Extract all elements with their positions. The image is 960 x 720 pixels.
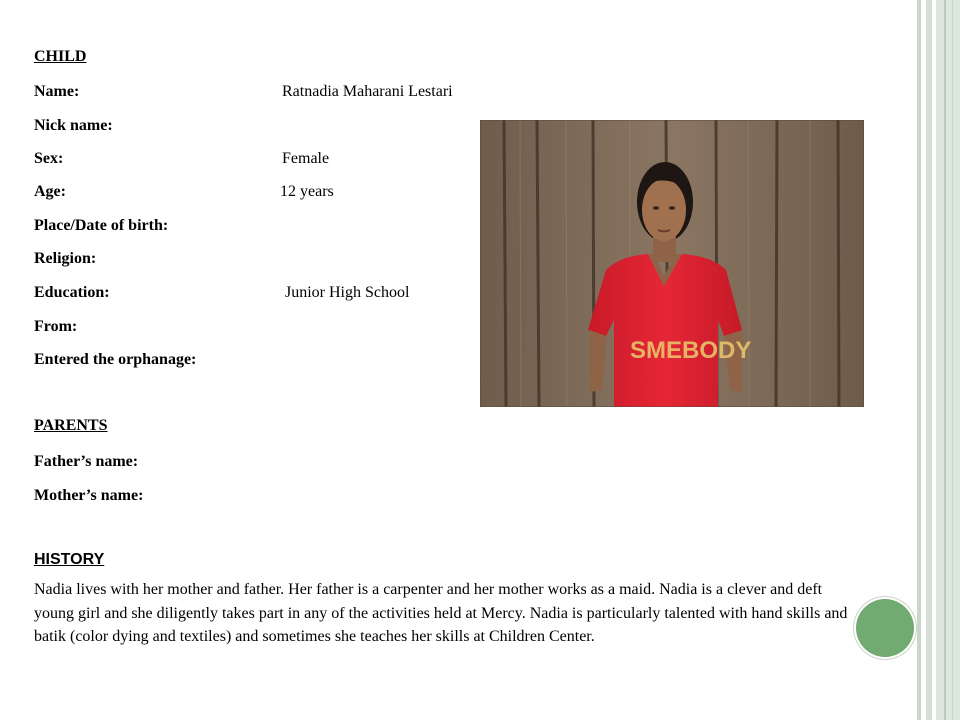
field-label: Mother’s name: (34, 487, 144, 504)
frame-band (926, 0, 932, 720)
field-value: Junior High School (285, 284, 410, 301)
frame-line (952, 0, 953, 720)
section-header-parents: PARENTS (34, 417, 108, 434)
field-row-entered (34, 350, 196, 370)
field-label: Age: (34, 183, 66, 200)
field-value: 12 years (280, 183, 334, 200)
field-label: Place/Date of birth: (34, 217, 169, 234)
frame-band (936, 0, 960, 720)
field-row-education (34, 283, 410, 303)
field-row-age (34, 182, 334, 202)
frame-border (917, 0, 921, 720)
field-row-father (34, 452, 138, 472)
decorative-circle-icon (856, 599, 914, 657)
field-row-name (34, 82, 453, 102)
section-header-history: HISTORY (34, 551, 105, 568)
field-label: From: (34, 318, 78, 335)
field-label: Nick name: (34, 117, 113, 134)
field-label: Religion: (34, 250, 97, 267)
field-label: Name: (34, 83, 80, 100)
field-value: Ratnadia Maharani Lestari (282, 83, 453, 100)
child-photo (480, 120, 864, 407)
field-label: Sex: (34, 150, 64, 167)
field-label: Education: (34, 284, 110, 301)
field-value: Female (282, 150, 330, 167)
frame-line (944, 0, 946, 720)
field-row-from (34, 317, 77, 337)
field-row-nickname (34, 116, 113, 136)
field-row-mother (34, 486, 143, 506)
field-label: Father’s name: (34, 453, 139, 470)
history-paragraph: Nadia lives with her mother and father. Her father is a carpenter and her mother works as a maid. Nadia is a clever and deft young girl and she diligently takes part in any of the activities held at Mercy. Nadia is particularly talented with hand skills and batik (color dying and textiles) and sometimes she teaches her skills at Children Center. (34, 581, 848, 645)
field-row-birth (34, 216, 168, 236)
field-row-religion (34, 249, 96, 269)
field-row-sex (34, 149, 330, 169)
field-label: Entered the orphanage: (34, 351, 197, 368)
section-header-child: CHILD (34, 48, 87, 65)
shirt-print: SMEBODY (630, 337, 752, 364)
